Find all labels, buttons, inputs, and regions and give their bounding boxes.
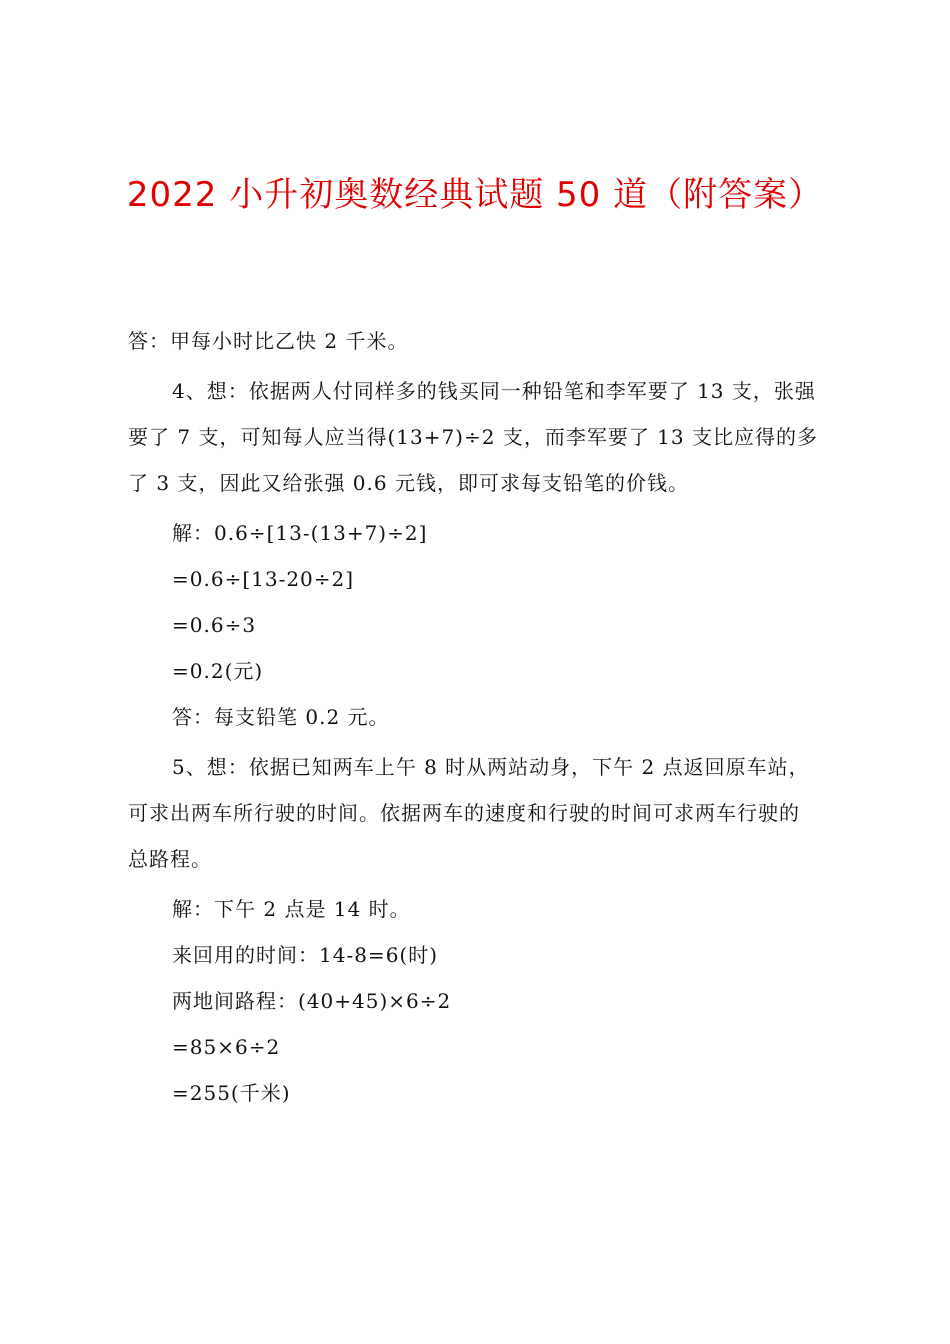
solution-line: =255(千米) [172, 1081, 291, 1105]
text-line: 要了 7 支，可知每人应当得(13+7)÷2 支，而李军要了 13 支比应得的多 [128, 425, 818, 449]
solution-line: 解：下午 2 点是 14 时。 [172, 897, 411, 921]
solution-line: =0.6÷[13-20÷2] [172, 567, 355, 591]
document-body [128, 318, 838, 1116]
paragraph-problem-4 [128, 368, 838, 506]
text-line: 4、想：依据两人付同样多的钱买同一种铅笔和李军要了 13 支，张强 [172, 379, 816, 403]
text-line: 可求出两车所行驶的时间。依据两车的速度和行驶的时间可求两车行驶的 [128, 801, 800, 825]
solution-line: =0.2(元) [172, 659, 264, 683]
answer-line: 答：每支铅笔 0.2 元。 [172, 705, 390, 729]
solution-line: 来回用的时间：14-8=6(时) [172, 943, 439, 967]
solution-line: 解：0.6÷[13-(13+7)÷2] [172, 521, 428, 545]
text-line: 了 3 支，因此又给张强 0.6 元钱，即可求每支铅笔的价钱。 [128, 471, 689, 495]
text-line: 总路程。 [128, 847, 212, 871]
answer-line: 答：甲每小时比乙快 2 千米。 [128, 329, 409, 353]
text-line: 5、想：依据已知两车上午 8 时从两站动身，下午 2 点返回原车站， [172, 755, 810, 779]
page-title: 2022 小升初奥数经典试题 50 道（附答案） [126, 175, 824, 215]
solution-line: =85×6÷2 [172, 1035, 281, 1059]
paragraph-problem-5 [128, 744, 838, 882]
solution-line: 两地间路程：(40+45)×6÷2 [172, 989, 452, 1013]
solution-line: =0.6÷3 [172, 613, 257, 637]
